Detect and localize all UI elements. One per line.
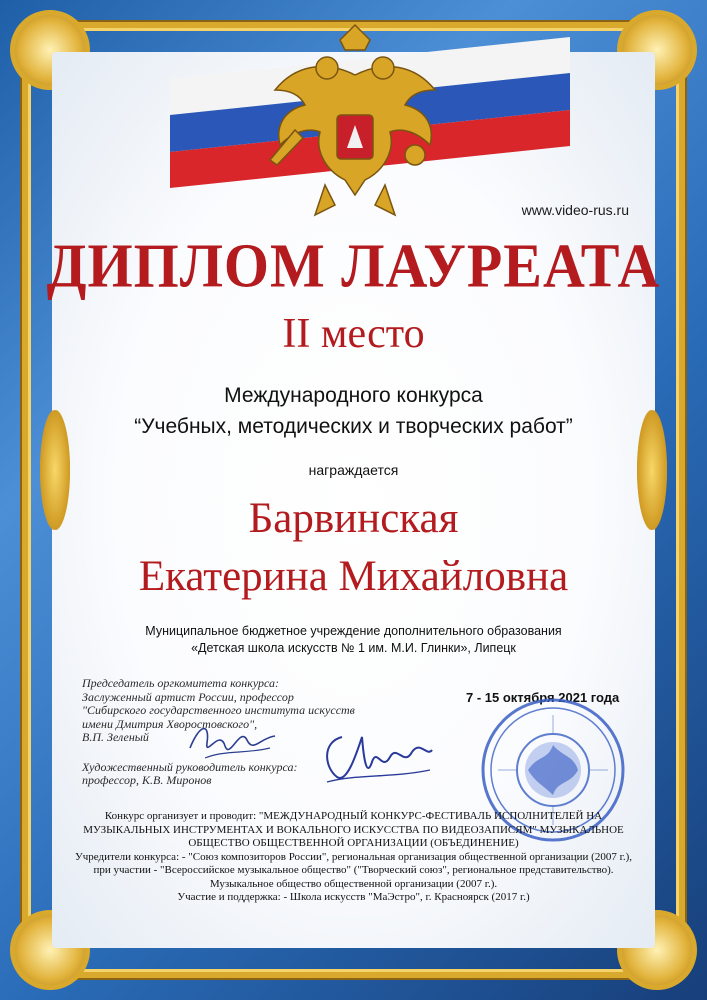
award-place: II место — [282, 311, 425, 357]
footer-line: Конкурс организует и проводит: "МЕЖДУНАРОДНЫЙ КОНКУРС-ФЕСТИВАЛЬ ИСПОЛНИТЕЛЕЙ НА — [104, 810, 603, 822]
footer-line: Учредители конкурса: - "Союз композиторов России", региональная организация общественной организации (2007 г.), — [74, 850, 633, 863]
director-signature-icon — [312, 722, 437, 792]
chair-title-line1: Заслуженный артист России, профессор — [82, 689, 294, 704]
chair-title-line3: имени Дмитрия Хворостовского", — [82, 716, 258, 731]
footer-line: МУЗЫКАЛЬНЫХ ИНСТРУМЕНТАХ И ВОКАЛЬНОГО ИСКУССТВА ПО ВИДЕОЗАПИСЯМ" МУЗЫКАЛЬНОЕ — [83, 823, 624, 836]
chair-title-line2: "Сибирского государственного института искусств — [82, 703, 355, 717]
chair-signature-icon — [185, 718, 280, 766]
chair-name: В.П. Зеленый — [82, 730, 149, 744]
footer-line: при участии - "Всероссийское музыкальное общество" ("Творческий союз", региональное представительство). — [93, 864, 614, 876]
organizers-footer — [70, 810, 637, 905]
institution-line1: Муниципальное бюджетное учреждение дополнительного образования — [145, 624, 562, 638]
recipient-surname: Барвинская — [248, 495, 459, 542]
awarded-label: награждается — [308, 462, 399, 478]
chair-role: Председатель оргкомитета конкурса: — [82, 676, 280, 690]
director-name: профессор, К.В. Миронов — [82, 773, 212, 787]
recipient-given-names: Екатерина Михайловна — [138, 553, 569, 600]
double-headed-eagle-emblem-icon — [255, 20, 455, 230]
director-role: Художественный руководитель конкурса: — [82, 759, 298, 774]
institution-line2: «Детская школа искусств № 1 им. М.И. Глинки», Липецк — [191, 641, 516, 655]
contest-name-line1: Международного конкурса — [224, 384, 483, 407]
footer-line: ОБЩЕСТВО ОБЩЕСТВЕННОЙ ОРГАНИЗАЦИИ (ОБЪЕДИНЕНИЕ) — [188, 837, 519, 849]
footer-line: Участие и поддержка: - Школа искусств "МаЭстро", г. Красноярск (2017 г.) — [177, 891, 530, 903]
contest-name-line2: “Учебных, методических и творческих работ” — [134, 415, 573, 438]
contest-dates: 7 - 15 октября 2021 года — [466, 690, 620, 705]
footer-line: Музыкальное общество общественной организации (2007 г.). — [209, 877, 498, 890]
diploma-title: ДИПЛОМ ЛАУРЕАТА — [46, 230, 661, 301]
website-url: www.video-rus.ru — [521, 202, 629, 218]
